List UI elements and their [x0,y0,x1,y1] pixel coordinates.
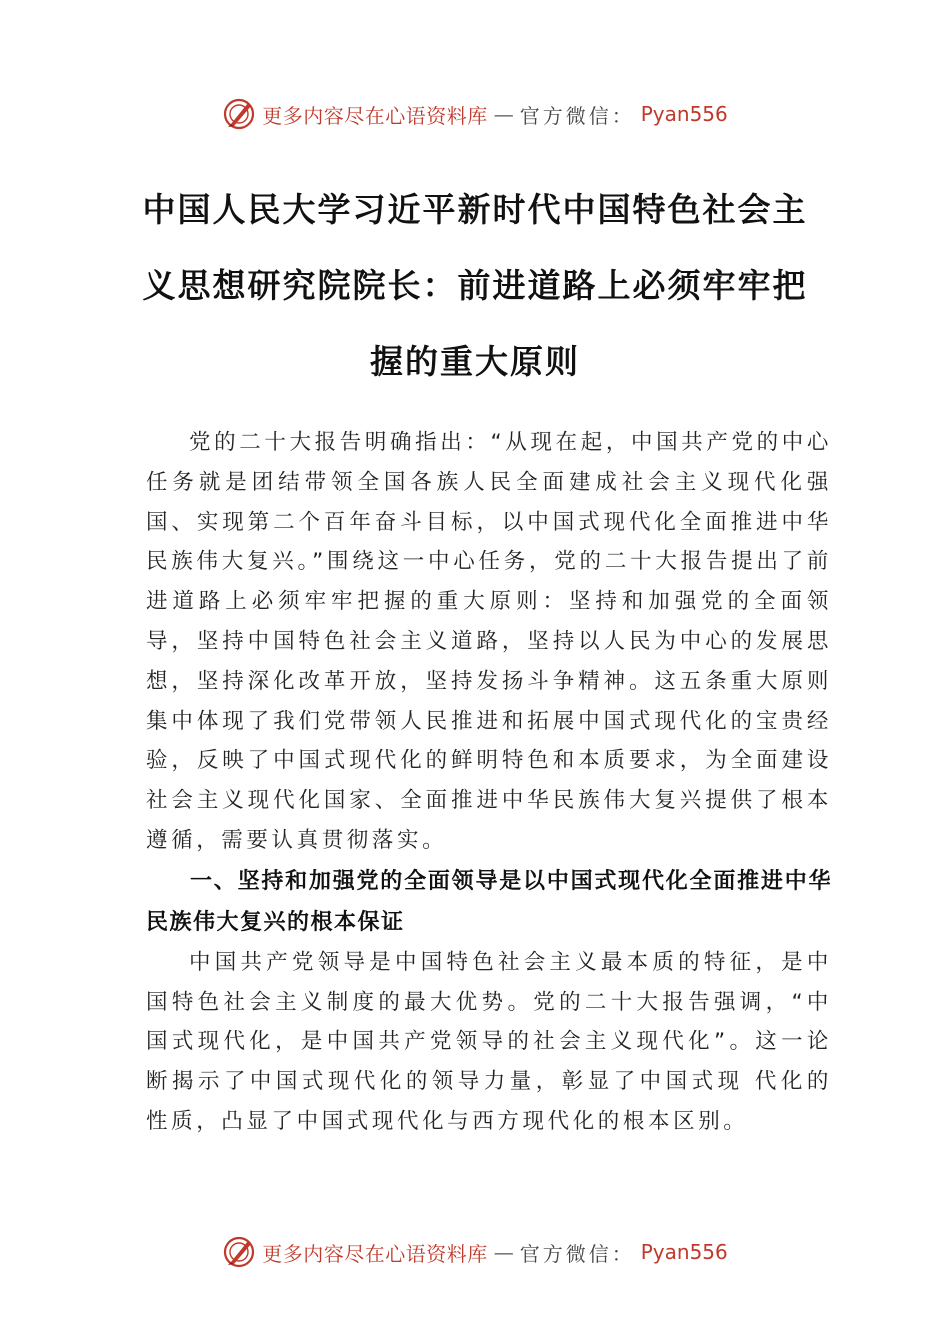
document-title: 中国人民大学习近平新时代中国特色社会主义思想研究院院长：前进道路上必须牢牢把握的重大原则 [142,190,808,381]
document-body [146,423,832,1142]
banner-wechat-id: Pyan556 [640,102,728,126]
paragraph: 党的二十大报告明确指出：“从现在起，中国共产党的中心任务就是团结带领全国各族人民全面建成社会主义现代化强国、实现第二个百年奋斗目标，以中国式现代化全面推进中华民族伟大复兴。”围绕这一中心任务，党的二十大报告提出了前进道路上必须牢牢把握的重大原则：坚持和加强党的全面领导，坚持中国特色社会主义道路，坚持以人民为中心的发展思想，坚持深化改革开放，坚持发扬斗争精神。这五条重大原则集中体现了我们党带领人民推进和拓展中国式现代化的宝贵经验，反映了中国式现代化的鲜明特色和本质要求，为全面建设社会主义现代化国家、全面推进中华民族伟大复兴提供了根本遵循，需要认真贯彻落实。 [146,430,832,853]
banner-wechat-id: Pyan556 [640,1240,728,1264]
paragraph: 中国共产党领导是中国特色社会主义最本质的特征，是中国特色社会主义制度的最大优势。党的二十大报告强调，“中国式现代化，是中国共产党领导的社会主义现代化”。这一论断揭示了中国式现代化的领导力量，彰显了中国式现 代化的性质，凸显了中国式现代化与西方现代化的根本区别。 [146,949,832,1134]
banner-text: 更多内容尽在心语资料库 [262,1241,488,1266]
header-banner [0,94,950,134]
section-heading: 一、坚持和加强党的全面领导是以中国式现代化全面推进中华民族伟大复兴的根本保证 [146,868,832,935]
banner-text: 更多内容尽在心语资料库 [262,103,488,128]
banner-separator: — [493,102,514,126]
wechat-pen-logo-icon [222,97,256,131]
banner-separator: — [493,1240,514,1264]
wechat-pen-logo-icon [222,1235,256,1269]
banner-wechat-label: 官方微信： [519,1241,635,1266]
banner-wechat-label: 官方微信： [519,103,635,128]
footer-banner [0,1232,950,1272]
